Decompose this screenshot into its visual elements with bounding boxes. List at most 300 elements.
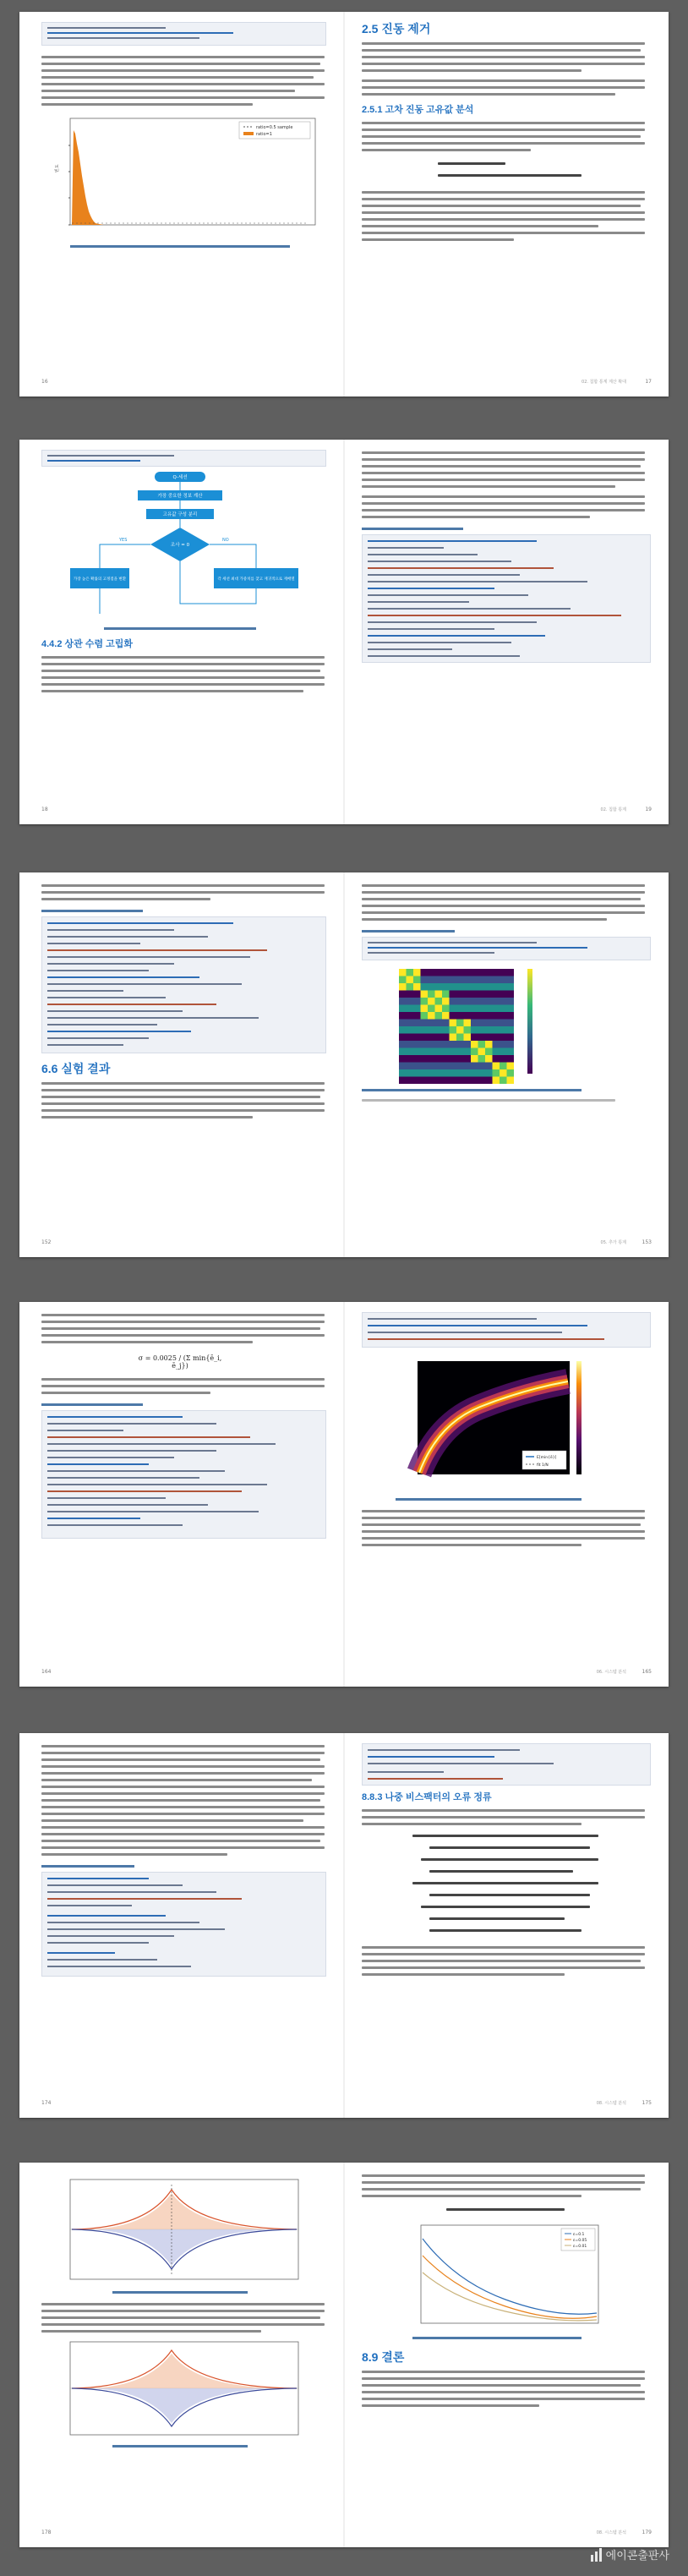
- heatmap-cell: [471, 1020, 478, 1027]
- heatmap-cell: [478, 998, 486, 1005]
- flowchart-figure: [53, 470, 315, 622]
- heatmap-cell: [442, 969, 450, 976]
- heatmap-cell: [471, 1034, 478, 1042]
- heatmap-cell: [428, 1048, 435, 1056]
- heatmap-cell: [471, 1077, 478, 1085]
- heatmap-cell: [421, 1012, 429, 1020]
- heatmap-cell: [464, 1041, 472, 1048]
- page-right: [345, 872, 669, 1257]
- heatmap-cell: [428, 1041, 435, 1048]
- heatmap-cell: [471, 1012, 478, 1020]
- heatmap-cell: [500, 1005, 507, 1013]
- curve-figure-2: [53, 2338, 307, 2440]
- subsection-heading: 8.8.3 나중 비스팩터의 오류 정류: [362, 1792, 492, 1802]
- heatmap-cell: [456, 976, 464, 984]
- heatmap-cell: [500, 1034, 507, 1042]
- page-right: [345, 440, 669, 824]
- running-head: 02. 칩합 통계 계산 확대: [582, 380, 626, 385]
- heatmap-cell: [421, 1041, 429, 1048]
- heatmap-cell: [450, 1055, 457, 1063]
- heatmap-cell: [485, 1012, 493, 1020]
- heatmap-cell: [507, 1005, 515, 1013]
- heatmap-cell: [428, 998, 435, 1005]
- heatmap-cell: [507, 1012, 515, 1020]
- heatmap-cell: [421, 969, 429, 976]
- heatmap-cell: [456, 983, 464, 991]
- heatmap-cell: [493, 1012, 500, 1020]
- page-left: [19, 12, 343, 397]
- listing-caption: [41, 910, 143, 912]
- heatmap-cell: [464, 983, 472, 991]
- heatmap-cell: [464, 1026, 472, 1034]
- heatmap-cell: [435, 969, 443, 976]
- subsection-heading: 4.4.2 상관 수렴 고립화: [41, 639, 134, 649]
- listing-caption: [41, 1403, 143, 1406]
- heatmap-cell: [450, 1069, 457, 1077]
- heatmap-cell: [399, 1034, 407, 1042]
- heatmap-cell: [507, 991, 515, 998]
- heatmap-cell: [442, 1026, 450, 1034]
- heatmap-cell: [450, 998, 457, 1005]
- spread-4: [19, 1302, 669, 1687]
- flow-yes-label: YES: [119, 538, 128, 543]
- heatmap-cell: [478, 1020, 486, 1027]
- heatmap-cell: [450, 1026, 457, 1034]
- page-right: [345, 1733, 669, 2118]
- listing-caption: [41, 1865, 134, 1868]
- flow-start: Q-세션: [172, 475, 188, 480]
- heatmap-cell: [435, 1020, 443, 1027]
- heatmap-cell: [493, 1048, 500, 1056]
- heatmap-cell: [456, 1063, 464, 1070]
- curve-figure-1: [53, 2176, 307, 2286]
- heatmap-cell: [485, 1077, 493, 1085]
- heatmap-cell: [442, 1077, 450, 1085]
- section-heading: 8.9 결론: [362, 2350, 405, 2364]
- code-block: [41, 450, 326, 467]
- heatmap-cell: [464, 1063, 472, 1070]
- heatmap-cell: [485, 1005, 493, 1013]
- heatmap-cell: [421, 1026, 429, 1034]
- heatmap-cell: [435, 1055, 443, 1063]
- running-head: 02. 칩합 통계: [600, 807, 626, 812]
- heatmap-cell: [485, 983, 493, 991]
- heatmap-cell: [464, 998, 472, 1005]
- page-number: 17: [645, 379, 652, 385]
- heatmap-cell: [442, 1012, 450, 1020]
- heatmap-cell: [493, 1005, 500, 1013]
- running-head: 06. 시스템 분석: [596, 1670, 626, 1675]
- code-block: [362, 1743, 651, 1786]
- spread-6: [19, 2163, 669, 2547]
- section-heading: 2.5 진동 제거: [362, 22, 431, 36]
- heatmap-cell: [407, 1012, 414, 1020]
- heatmap-cell: [399, 991, 407, 998]
- heatmap-cell: [500, 1048, 507, 1056]
- heatmap-cell: [399, 1063, 407, 1070]
- heatmap-cell: [407, 1020, 414, 1027]
- legend-item: E[min{ē}]: [537, 1456, 557, 1460]
- heatmap-cell: [485, 998, 493, 1005]
- heatmap-cell: [478, 1041, 486, 1048]
- flow-decision: 조사 = 0: [170, 543, 190, 548]
- page-left: [19, 2163, 343, 2547]
- spread-1: [19, 12, 669, 397]
- legend-item: ε=0.01: [573, 2245, 587, 2249]
- page-number: 174: [41, 2100, 52, 2106]
- heatmap-cell: [500, 1069, 507, 1077]
- heatmap-cell: [485, 1069, 493, 1077]
- heatmap-cell: [500, 983, 507, 991]
- heatmap-cell: [421, 991, 429, 998]
- heatmap-cell: [478, 1069, 486, 1077]
- code-block: [362, 1312, 651, 1348]
- heatmap-cell: [471, 983, 478, 991]
- heatmap-cell: [471, 1048, 478, 1056]
- code-block: [362, 534, 651, 663]
- heatmap-cell: [507, 998, 515, 1005]
- heatmap-cell: [464, 1020, 472, 1027]
- heatmap-cell: [456, 1041, 464, 1048]
- heatmap-cell: [407, 1077, 414, 1085]
- heatmap-cell: [450, 983, 457, 991]
- heatmap-cell: [471, 1005, 478, 1013]
- heatmap-cell: [428, 1069, 435, 1077]
- heatmap-cell: [421, 1048, 429, 1056]
- page-number: 178: [41, 2530, 52, 2535]
- publisher-logo-icon: [591, 2548, 602, 2562]
- heatmap-cell: [428, 1020, 435, 1027]
- heatmap-cell: [450, 1063, 457, 1070]
- publisher-logo: [591, 2546, 669, 2562]
- legend-item: ratio=0.5 sample: [256, 125, 293, 130]
- heatmap-cell: [500, 991, 507, 998]
- heatmap-cell: [435, 998, 443, 1005]
- page-number: 19: [645, 807, 652, 812]
- heatmap-cell: [435, 1063, 443, 1070]
- listing-caption: [362, 528, 463, 530]
- heatmap-cell: [471, 976, 478, 984]
- heatmap-cell: [413, 969, 421, 976]
- heatmap-cell: [421, 998, 429, 1005]
- heatmap-cell: [493, 983, 500, 991]
- heatmap-cell: [478, 1012, 486, 1020]
- heatmap-cell: [428, 1026, 435, 1034]
- heatmap-cell: [399, 1012, 407, 1020]
- heatmap-cell: [407, 969, 414, 976]
- heatmap-cell: [456, 998, 464, 1005]
- figure-caption: [362, 1089, 582, 1091]
- heatmap-cell: [413, 1041, 421, 1048]
- heatmap-cell: [464, 1055, 472, 1063]
- heatmap-cell: [413, 1020, 421, 1027]
- flow-step: 고유값 구성 분리: [162, 512, 198, 517]
- running-head: 08. 시스템 분석: [596, 2530, 626, 2535]
- heatmap-cell: [399, 969, 407, 976]
- running-head: 05. 추가 통계: [600, 1240, 626, 1245]
- heatmap-cell: [407, 1041, 414, 1048]
- heatmap-cell: [407, 1005, 414, 1013]
- heatmap-cell: [428, 1005, 435, 1013]
- heatmap-cell: [413, 991, 421, 998]
- heatmap-cell: [435, 1005, 443, 1013]
- heatmap-cell: [428, 1077, 435, 1085]
- spread-2: [19, 440, 669, 824]
- heatmap-cell: [407, 1069, 414, 1077]
- heatmap-cell: [493, 1034, 500, 1042]
- heatmap-cell: [478, 1063, 486, 1070]
- heatmap-cell: [464, 1012, 472, 1020]
- footnote: [362, 1099, 615, 1102]
- histogram-figure: [53, 113, 324, 240]
- heatmap-cell: [493, 1020, 500, 1027]
- heatmap-cell: [478, 991, 486, 998]
- equation: [446, 2208, 565, 2211]
- heatmap-cell: [421, 1069, 429, 1077]
- code-block: [362, 937, 651, 960]
- heatmap-cell: [450, 1034, 457, 1042]
- heatmap-cell: [500, 969, 507, 976]
- heatmap-cell: [435, 1026, 443, 1034]
- heatmap-cell: [407, 976, 414, 984]
- heatmap-cell: [478, 1055, 486, 1063]
- heatmap-cell: [421, 1005, 429, 1013]
- heatmap-cell: [413, 983, 421, 991]
- heatmap-cell: [485, 1041, 493, 1048]
- page-number: 164: [41, 1669, 52, 1675]
- heatmap-cell: [478, 1026, 486, 1034]
- heatmap-cell: [399, 976, 407, 984]
- page-left: [19, 1302, 343, 1687]
- page-number: 175: [642, 2100, 652, 2106]
- heatmap-cell: [500, 1055, 507, 1063]
- heatmap-cell: [456, 969, 464, 976]
- heatmap-figure: [387, 965, 573, 1084]
- heatmap-cell: [485, 1034, 493, 1042]
- page-left: [19, 872, 343, 1257]
- code-block: [41, 22, 326, 46]
- legend-item: ratio=1: [256, 132, 272, 137]
- heatmap-cell: [413, 1048, 421, 1056]
- subsection-heading: 2.5.1 고차 진동 고유값 분석: [362, 105, 474, 115]
- formula: σ = 0.0025 / (Σ min{ē_i, ē_j}): [138, 1354, 222, 1370]
- heatmap-cell: [493, 1077, 500, 1085]
- heatmap-cell: [485, 1020, 493, 1027]
- heatmap-cell: [450, 1012, 457, 1020]
- heatmap-cell: [407, 1034, 414, 1042]
- running-head: 08. 시스템 분석: [596, 2101, 626, 2106]
- heatmap-cell: [485, 1063, 493, 1070]
- heatmap-cell: [407, 1055, 414, 1063]
- heatmap-cell: [500, 1012, 507, 1020]
- y-axis-label: 빈도: [55, 164, 60, 172]
- heatmap-cell: [442, 1005, 450, 1013]
- heatmap-cell: [421, 1020, 429, 1027]
- legend-item: fit 1/N: [537, 1463, 549, 1468]
- heatmap-cell: [428, 983, 435, 991]
- heatmap-cell: [399, 1055, 407, 1063]
- heatmap-cell: [428, 969, 435, 976]
- publisher-name: 에이콘출판사: [605, 2549, 669, 2562]
- heatmap-cell: [464, 991, 472, 998]
- heatmap-cell: [478, 1077, 486, 1085]
- heatmap-cell: [493, 1063, 500, 1070]
- page-left: [19, 440, 343, 824]
- page-left: [19, 1733, 343, 2118]
- heatmap-cell: [500, 1041, 507, 1048]
- section-heading: 6.6 실험 결과: [41, 1062, 111, 1075]
- heatmap-cell: [399, 998, 407, 1005]
- heatmap-cell: [399, 1026, 407, 1034]
- heatmap-cell: [456, 1012, 464, 1020]
- heatmap-cell: [399, 1077, 407, 1085]
- heatmap-cell: [507, 976, 515, 984]
- heatmap-cell: [399, 983, 407, 991]
- heatmap-cell: [493, 1055, 500, 1063]
- heatmap-cell: [456, 991, 464, 998]
- heatmap-cell: [435, 1034, 443, 1042]
- heatmap-cell: [450, 976, 457, 984]
- heatmap-cell: [507, 1026, 515, 1034]
- heatmap-cell: [450, 1077, 457, 1085]
- flow-no-label: NO: [222, 538, 229, 543]
- heatmap-cell: [456, 1005, 464, 1013]
- density-figure: [404, 1356, 607, 1491]
- heatmap-cell: [493, 991, 500, 998]
- legend-item: ε=0.1: [573, 2233, 585, 2237]
- heatmap-cell: [421, 1063, 429, 1070]
- heatmap-cell: [442, 1063, 450, 1070]
- heatmap-cell: [507, 983, 515, 991]
- heatmap-cell: [478, 969, 486, 976]
- decay-figure: [404, 2222, 607, 2332]
- heatmap-cell: [442, 1020, 450, 1027]
- heatmap-cell: [471, 1063, 478, 1070]
- heatmap-cell: [507, 1063, 515, 1070]
- heatmap-cell: [435, 983, 443, 991]
- heatmap-cell: [464, 969, 472, 976]
- heatmap-cell: [500, 976, 507, 984]
- heatmap-cell: [413, 1055, 421, 1063]
- heatmap-cell: [456, 1077, 464, 1085]
- heatmap-cell: [450, 1020, 457, 1027]
- listing-caption: [362, 930, 455, 933]
- heatmap-cell: [407, 983, 414, 991]
- spread-5: [19, 1733, 669, 2118]
- heatmap-cell: [507, 969, 515, 976]
- heatmap-cell: [471, 1055, 478, 1063]
- heatmap-cell: [450, 1048, 457, 1056]
- heatmap-cell: [464, 1034, 472, 1042]
- figure-caption: [70, 245, 290, 248]
- heatmap-cell: [471, 1041, 478, 1048]
- heatmap-cell: [456, 1048, 464, 1056]
- heatmap-cell: [485, 969, 493, 976]
- heatmap-cell: [413, 998, 421, 1005]
- heatmap-cell: [464, 1005, 472, 1013]
- heatmap-cell: [507, 1077, 515, 1085]
- heatmap-cell: [399, 1069, 407, 1077]
- heatmap-cell: [421, 1077, 429, 1085]
- heatmap-cell: [471, 991, 478, 998]
- heatmap-cell: [456, 1034, 464, 1042]
- heatmap-cell: [478, 976, 486, 984]
- heatmap-cell: [464, 1077, 472, 1085]
- heatmap-cell: [493, 998, 500, 1005]
- heatmap-cell: [442, 1069, 450, 1077]
- heatmap-cell: [493, 1069, 500, 1077]
- flow-step: 가장 높은 확률의 고정점을 변환: [73, 577, 127, 582]
- heatmap-cell: [407, 1026, 414, 1034]
- heatmap-cell: [435, 1077, 443, 1085]
- heatmap-cell: [442, 983, 450, 991]
- heatmap-cell: [413, 1077, 421, 1085]
- spread-3: [19, 872, 669, 1257]
- heatmap-cell: [485, 1048, 493, 1056]
- heatmap-cell: [507, 1041, 515, 1048]
- figure-caption: [104, 627, 256, 630]
- heatmap-cell: [507, 1048, 515, 1056]
- page-right: [345, 12, 669, 397]
- heatmap-cell: [456, 1020, 464, 1027]
- heatmap-cell: [435, 1041, 443, 1048]
- heatmap-cell: [428, 1055, 435, 1063]
- heatmap-cell: [413, 976, 421, 984]
- heatmap-cell: [478, 983, 486, 991]
- flow-step: 각 세션 최대 가중치를 찾고 재귀적으로 재배열: [217, 577, 295, 582]
- heatmap-cell: [478, 1034, 486, 1042]
- page-right: [345, 1302, 669, 1687]
- heatmap-cell: [500, 1063, 507, 1070]
- heatmap-cell: [407, 1048, 414, 1056]
- heatmap-cell: [450, 1041, 457, 1048]
- heatmap-cell: [421, 976, 429, 984]
- heatmap-cell: [500, 1020, 507, 1027]
- code-block: [41, 1872, 326, 1977]
- figure-caption: [112, 2445, 248, 2447]
- code-block: [41, 916, 326, 1053]
- heatmap-cell: [407, 1063, 414, 1070]
- page-number: 18: [41, 807, 48, 812]
- heatmap-cell: [507, 1069, 515, 1077]
- heatmap-cell: [485, 1055, 493, 1063]
- heatmap-cell: [399, 1041, 407, 1048]
- legend-item: ε=0.05: [573, 2239, 587, 2243]
- heatmap-cell: [421, 983, 429, 991]
- heatmap-cell: [413, 1012, 421, 1020]
- figure-caption: [396, 1498, 582, 1501]
- heatmap-cell: [507, 1055, 515, 1063]
- heatmap-cell: [485, 1026, 493, 1034]
- page-number: 153: [642, 1239, 652, 1245]
- heatmap-cell: [485, 976, 493, 984]
- page-number: 152: [41, 1239, 52, 1245]
- heatmap-cell: [464, 1048, 472, 1056]
- heatmap-cell: [435, 991, 443, 998]
- code-block: [41, 1410, 326, 1539]
- heatmap-cell: [507, 1020, 515, 1027]
- heatmap-cell: [435, 1069, 443, 1077]
- heatmap-cell: [399, 1048, 407, 1056]
- heatmap-cell: [407, 991, 414, 998]
- figure-caption: [112, 2291, 248, 2294]
- heatmap-cell: [471, 1026, 478, 1034]
- heatmap-cell: [428, 1034, 435, 1042]
- heatmap-cell: [507, 1034, 515, 1042]
- heatmap-cell: [456, 1055, 464, 1063]
- heatmap-cell: [407, 998, 414, 1005]
- heatmap-cell: [428, 976, 435, 984]
